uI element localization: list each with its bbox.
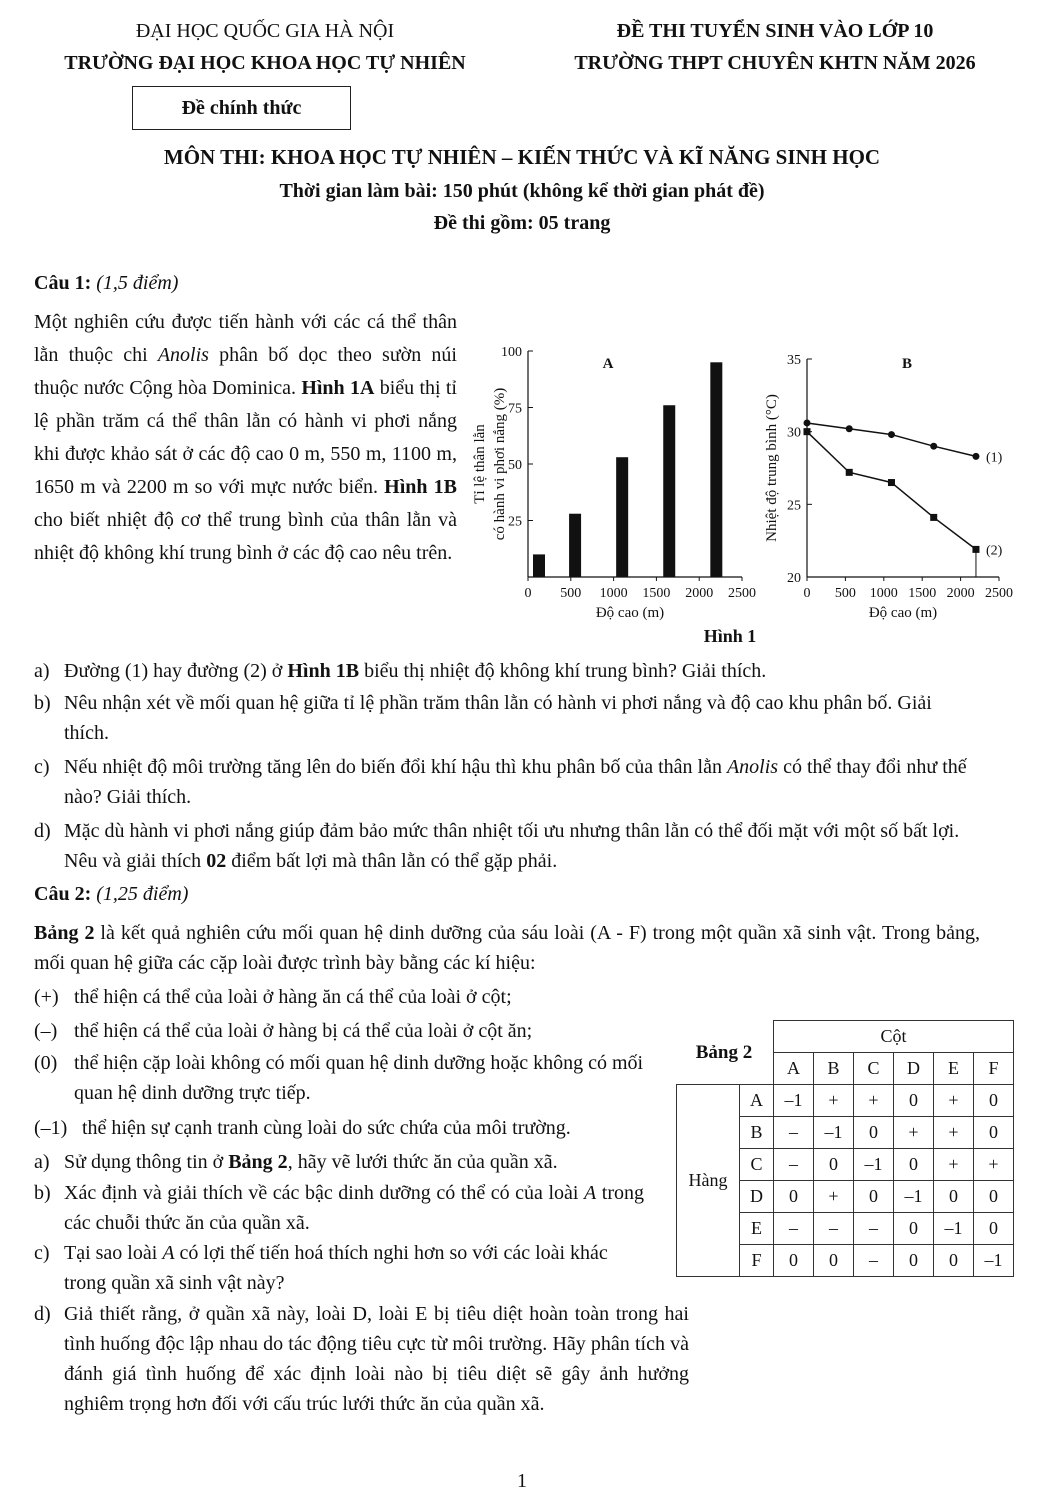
y-tick-label: 75	[508, 401, 522, 417]
data-point	[846, 469, 853, 476]
col-label: F	[974, 1053, 1014, 1085]
item-label: c)	[34, 756, 50, 778]
q1-intro-text: cho biết nhiệt độ cơ thể trung bình của thân lằn và nhiệt độ không khí trung bình ở các độ cao nêu trên.	[34, 509, 457, 564]
q1-title: Câu 1:	[34, 272, 92, 294]
table-cell: +	[814, 1181, 854, 1213]
col-label: A	[774, 1053, 814, 1085]
chart-b	[757, 334, 1027, 624]
x-tick-label: 1500	[908, 586, 937, 601]
row-label: B	[740, 1117, 774, 1149]
table-cell: 0	[974, 1181, 1014, 1213]
data-point	[930, 514, 937, 521]
q1-fig1b-ref: Hình 1B	[384, 476, 457, 498]
legend-minus-one	[34, 1113, 674, 1143]
legend-text: thể hiện cặp loài không có mối quan hệ dinh dưỡng hoặc không có mối quan hệ dinh dưỡng trực tiếp.	[74, 1052, 644, 1104]
item-text: Mặc dù hành vi phơi nắng giúp đảm bảo mức thân nhiệt tối ưu nhưng thân lằn có thể đối mặt với một số bất lợi. Nêu và giải thích	[64, 820, 960, 872]
q2-heading	[34, 883, 188, 906]
row-label: F	[740, 1245, 774, 1277]
y-tick-label: 25	[787, 498, 801, 514]
series-label: (1)	[985, 450, 1003, 466]
y-tick-label: 25	[508, 514, 522, 530]
table-cell: 0	[774, 1181, 814, 1213]
table-cell: –	[854, 1245, 894, 1277]
item-bold: Bảng 2	[228, 1151, 288, 1173]
table-cell: +	[974, 1149, 1014, 1181]
table-cell: –	[774, 1117, 814, 1149]
item-text: Xác định và giải thích về các bậc dinh dưỡng có thể có của loài	[64, 1182, 585, 1204]
q1-intro-text: phân bố dọc theo sườn núi thuộc nước Cộng hòa Dominica.	[34, 344, 457, 399]
y-axis-label: Tỉ lệ thân lằn	[472, 424, 488, 504]
x-tick-label: 1000	[599, 586, 628, 601]
y-tick-label: 20	[787, 571, 801, 586]
q2-intro-text: là kết quả nghiên cứu mối quan hệ dinh dưỡng của sáu loài (A - F) trong một quần xã sinh vật. Trong bảng, mối quan hệ giữa các cặp loài được trình bày bằng các kí hiệu:	[34, 922, 980, 974]
table-2	[676, 1020, 1014, 1277]
q2-title: Câu 2:	[34, 883, 92, 905]
q2-intro	[34, 918, 980, 978]
table-cell: 0	[894, 1085, 934, 1117]
series-line	[807, 423, 976, 456]
x-tick-label: 500	[560, 586, 582, 601]
exam-time: Thời gian làm bài: 150 phút (không kể thời gian phát đề)	[279, 180, 765, 202]
table-cell: –1	[854, 1149, 894, 1181]
table-cell: –1	[974, 1245, 1014, 1277]
row-label: C	[740, 1149, 774, 1181]
table-cell: 0	[854, 1117, 894, 1149]
table-cell: +	[934, 1117, 974, 1149]
q2-item-a	[34, 1147, 654, 1177]
col-label: D	[894, 1053, 934, 1085]
y-tick-label: 100	[501, 345, 522, 360]
row-label: D	[740, 1181, 774, 1213]
item-text: Giả thiết rằng, ở quần xã này, loài D, loài E bị tiêu diệt hoàn toàn trong hai tình huống độc lập nhau do tác động tiêu cực từ môi trường. Hãy phân tích và đánh giá tình huống để xác định loài nào bị tiêu diệt sẽ gây ảnh hưởng nghiêm trọng hơn đối với cấu trúc lưới thức ăn của quần xã.	[64, 1303, 689, 1415]
table-cell: 0	[814, 1149, 854, 1181]
item-text: , hãy vẽ lưới thức ăn của quần xã.	[287, 1151, 558, 1173]
table-cell: +	[814, 1085, 854, 1117]
y-tick-label: 50	[508, 458, 522, 473]
table-cell: +	[934, 1149, 974, 1181]
table-cell: +	[934, 1085, 974, 1117]
item-label: d)	[34, 1303, 51, 1325]
q1-genus: Anolis	[157, 344, 209, 366]
y-axis-label: Nhiệt độ trung bình (°C)	[764, 394, 780, 542]
item-label: a)	[34, 1151, 50, 1173]
x-tick-label: 2500	[985, 586, 1013, 601]
table-cell: +	[854, 1085, 894, 1117]
bar	[663, 405, 675, 577]
legend-text: thể hiện cá thể của loài ở hàng ăn cá thể của loài ở cột;	[74, 986, 512, 1008]
item-italic: Anolis	[726, 756, 779, 778]
data-point	[846, 425, 853, 432]
table-cell: 0	[974, 1085, 1014, 1117]
item-label: d)	[34, 820, 51, 842]
item-italic: A	[584, 1182, 597, 1204]
table-cell: –1	[814, 1117, 854, 1149]
data-point	[972, 453, 979, 460]
table-cell: 0	[854, 1181, 894, 1213]
table-body	[677, 1085, 1014, 1277]
table-cell: 0	[934, 1245, 974, 1277]
item-label: b)	[34, 1182, 51, 1204]
item-bold: 02	[206, 850, 227, 872]
item-label: c)	[34, 1242, 50, 1264]
legend-symbol: (+)	[34, 986, 59, 1008]
q1-item-b	[34, 688, 980, 748]
item-text: trong các chuỗi thức ăn của quần xã.	[64, 1182, 644, 1234]
legend-symbol: (–1)	[34, 1117, 68, 1139]
item-text: có thể thay đổi như thế nào? Giải thích.	[64, 756, 967, 808]
col-header: Cột	[774, 1021, 1014, 1053]
table-cell: –1	[894, 1181, 934, 1213]
bar	[710, 362, 722, 577]
school-name: TRƯỜNG ĐẠI HỌC KHOA HỌC TỰ NHIÊN	[64, 52, 466, 74]
page-number: 1	[517, 1470, 527, 1492]
exam-pages: Đề thi gồm: 05 trang	[433, 212, 611, 234]
chart-title: B	[901, 356, 913, 372]
x-axis-label: Độ cao (m)	[868, 605, 938, 621]
q1-intro	[34, 306, 457, 570]
series-line	[807, 432, 976, 550]
q1-item-d	[34, 816, 980, 876]
table-cell: 0	[934, 1181, 974, 1213]
table-cell: 0	[814, 1245, 854, 1277]
legend-zero	[34, 1048, 654, 1108]
university-name: ĐẠI HỌC QUỐC GIA HÀ NỘI	[135, 20, 395, 42]
item-bold: Hình 1B	[287, 660, 360, 682]
table-cell: 0	[774, 1245, 814, 1277]
item-text: Đường (1) hay đường (2) ở	[64, 660, 288, 682]
row-label: E	[740, 1213, 774, 1245]
legend-text: thể hiện cá thể của loài ở hàng bị cá thể của loài ở cột ăn;	[74, 1020, 533, 1042]
table-cell: 0	[974, 1213, 1014, 1245]
table-cell: +	[894, 1117, 934, 1149]
exam-school-year: TRƯỜNG THPT CHUYÊN KHTN NĂM 2026	[574, 52, 976, 74]
legend-symbol: (–)	[34, 1020, 58, 1042]
table-title: Bảng 2	[695, 1042, 753, 1063]
x-tick-label: 500	[834, 586, 856, 601]
table-corner	[677, 1021, 774, 1085]
table-row	[677, 1085, 1014, 1117]
data-point	[888, 479, 895, 486]
exam-title: ĐỀ THI TUYỂN SINH VÀO LỚP 10	[616, 20, 934, 42]
item-text: Nêu nhận xét về mối quan hệ giữa tỉ lệ phần trăm thân lằn có hành vi phơi nắng và độ cao khu phân bố. Giải thích.	[64, 692, 932, 744]
q1-fig1a-ref: Hình 1A	[301, 377, 375, 399]
legend-text: thể hiện sự cạnh tranh cùng loài do sức chứa của môi trường.	[82, 1117, 571, 1139]
data-point	[888, 431, 895, 438]
legend-plus	[34, 982, 654, 1012]
y-tick-label: 30	[787, 425, 801, 441]
bar	[616, 457, 628, 577]
exam-subject: MÔN THI: KHOA HỌC TỰ NHIÊN – KIẾN THỨC VÀ KĨ NĂNG SINH HỌC	[163, 145, 881, 169]
col-label: B	[814, 1053, 854, 1085]
x-tick-label: 2500	[728, 586, 756, 601]
q2-item-b	[34, 1178, 644, 1238]
table-cell: –	[774, 1213, 814, 1245]
item-label: a)	[34, 660, 50, 682]
item-text: Sử dụng thông tin ở	[64, 1151, 229, 1173]
item-text: biểu thị nhiệt độ không khí trung bình? Giải thích.	[359, 660, 767, 682]
table-cell: –1	[934, 1213, 974, 1245]
item-text: có lợi thế tiến hoá thích nghi hơn so với các loài khác trong quần xã sinh vật này?	[64, 1242, 608, 1294]
table-cell: 0	[894, 1149, 934, 1181]
table-cell: –	[774, 1149, 814, 1181]
item-text: điểm bất lợi mà thân lằn có thể gặp phải.	[226, 850, 558, 872]
table-cell: 0	[894, 1213, 934, 1245]
item-text: Tại sao loài	[64, 1242, 163, 1264]
q1-intro-text: Một nghiên cứu được tiến hành với các cá thể thân lằn thuộc chi	[34, 311, 457, 366]
y-tick-label: 35	[787, 353, 801, 368]
q2-table-ref: Bảng 2	[34, 922, 95, 944]
y-axis-label: có hành vi phơi nắng (%)	[492, 387, 508, 541]
col-label: C	[854, 1053, 894, 1085]
data-point	[930, 443, 937, 450]
col-label: E	[934, 1053, 974, 1085]
series-label: (2)	[985, 543, 1003, 559]
q1-points: (1,5 điểm)	[96, 272, 179, 294]
chart-a	[462, 334, 757, 624]
chart-title: A	[602, 356, 614, 372]
x-tick-label: 0	[524, 586, 532, 601]
legend-symbol: (0)	[34, 1052, 58, 1074]
q2-item-d	[34, 1299, 689, 1419]
x-tick-label: 2000	[685, 586, 714, 601]
x-tick-label: 1500	[642, 586, 671, 601]
x-axis-label: Độ cao (m)	[595, 605, 665, 621]
x-tick-label: 1000	[869, 586, 898, 601]
item-italic: A	[162, 1242, 175, 1264]
q2-points: (1,25 điểm)	[96, 883, 189, 905]
x-tick-label: 0	[803, 586, 811, 601]
table-cell: –1	[774, 1085, 814, 1117]
x-tick-label: 2000	[946, 586, 975, 601]
table-cell: 0	[974, 1117, 1014, 1149]
table-cell: –	[814, 1213, 854, 1245]
figure-caption: Hình 1	[703, 626, 757, 646]
q1-item-a	[34, 656, 980, 686]
row-label: A	[740, 1085, 774, 1117]
bar	[569, 514, 581, 577]
q1-intro-text: biểu thị tỉ lệ phần trăm cá thể thân lằn có hành vi phơi nắng khi được khảo sát ở các độ cao 0 m, 550 m, 1100 m, 1650 m và 2200 m so với mực nước biển.	[34, 377, 457, 498]
item-text: Nếu nhiệt độ môi trường tăng lên do biến đổi khí hậu thì khu phân bố của thân lằn	[64, 756, 727, 778]
q1-item-c	[34, 752, 980, 812]
legend-minus	[34, 1016, 654, 1046]
table-cell: 0	[894, 1245, 934, 1277]
row-header: Hàng	[677, 1085, 740, 1277]
official-badge: Đề chính thức	[132, 86, 351, 130]
data-point	[804, 419, 811, 426]
data-point	[804, 428, 811, 435]
item-label: b)	[34, 692, 51, 714]
q2-item-c	[34, 1238, 644, 1298]
q1-heading	[34, 272, 178, 295]
bar	[533, 554, 545, 577]
table-cell: –	[854, 1213, 894, 1245]
